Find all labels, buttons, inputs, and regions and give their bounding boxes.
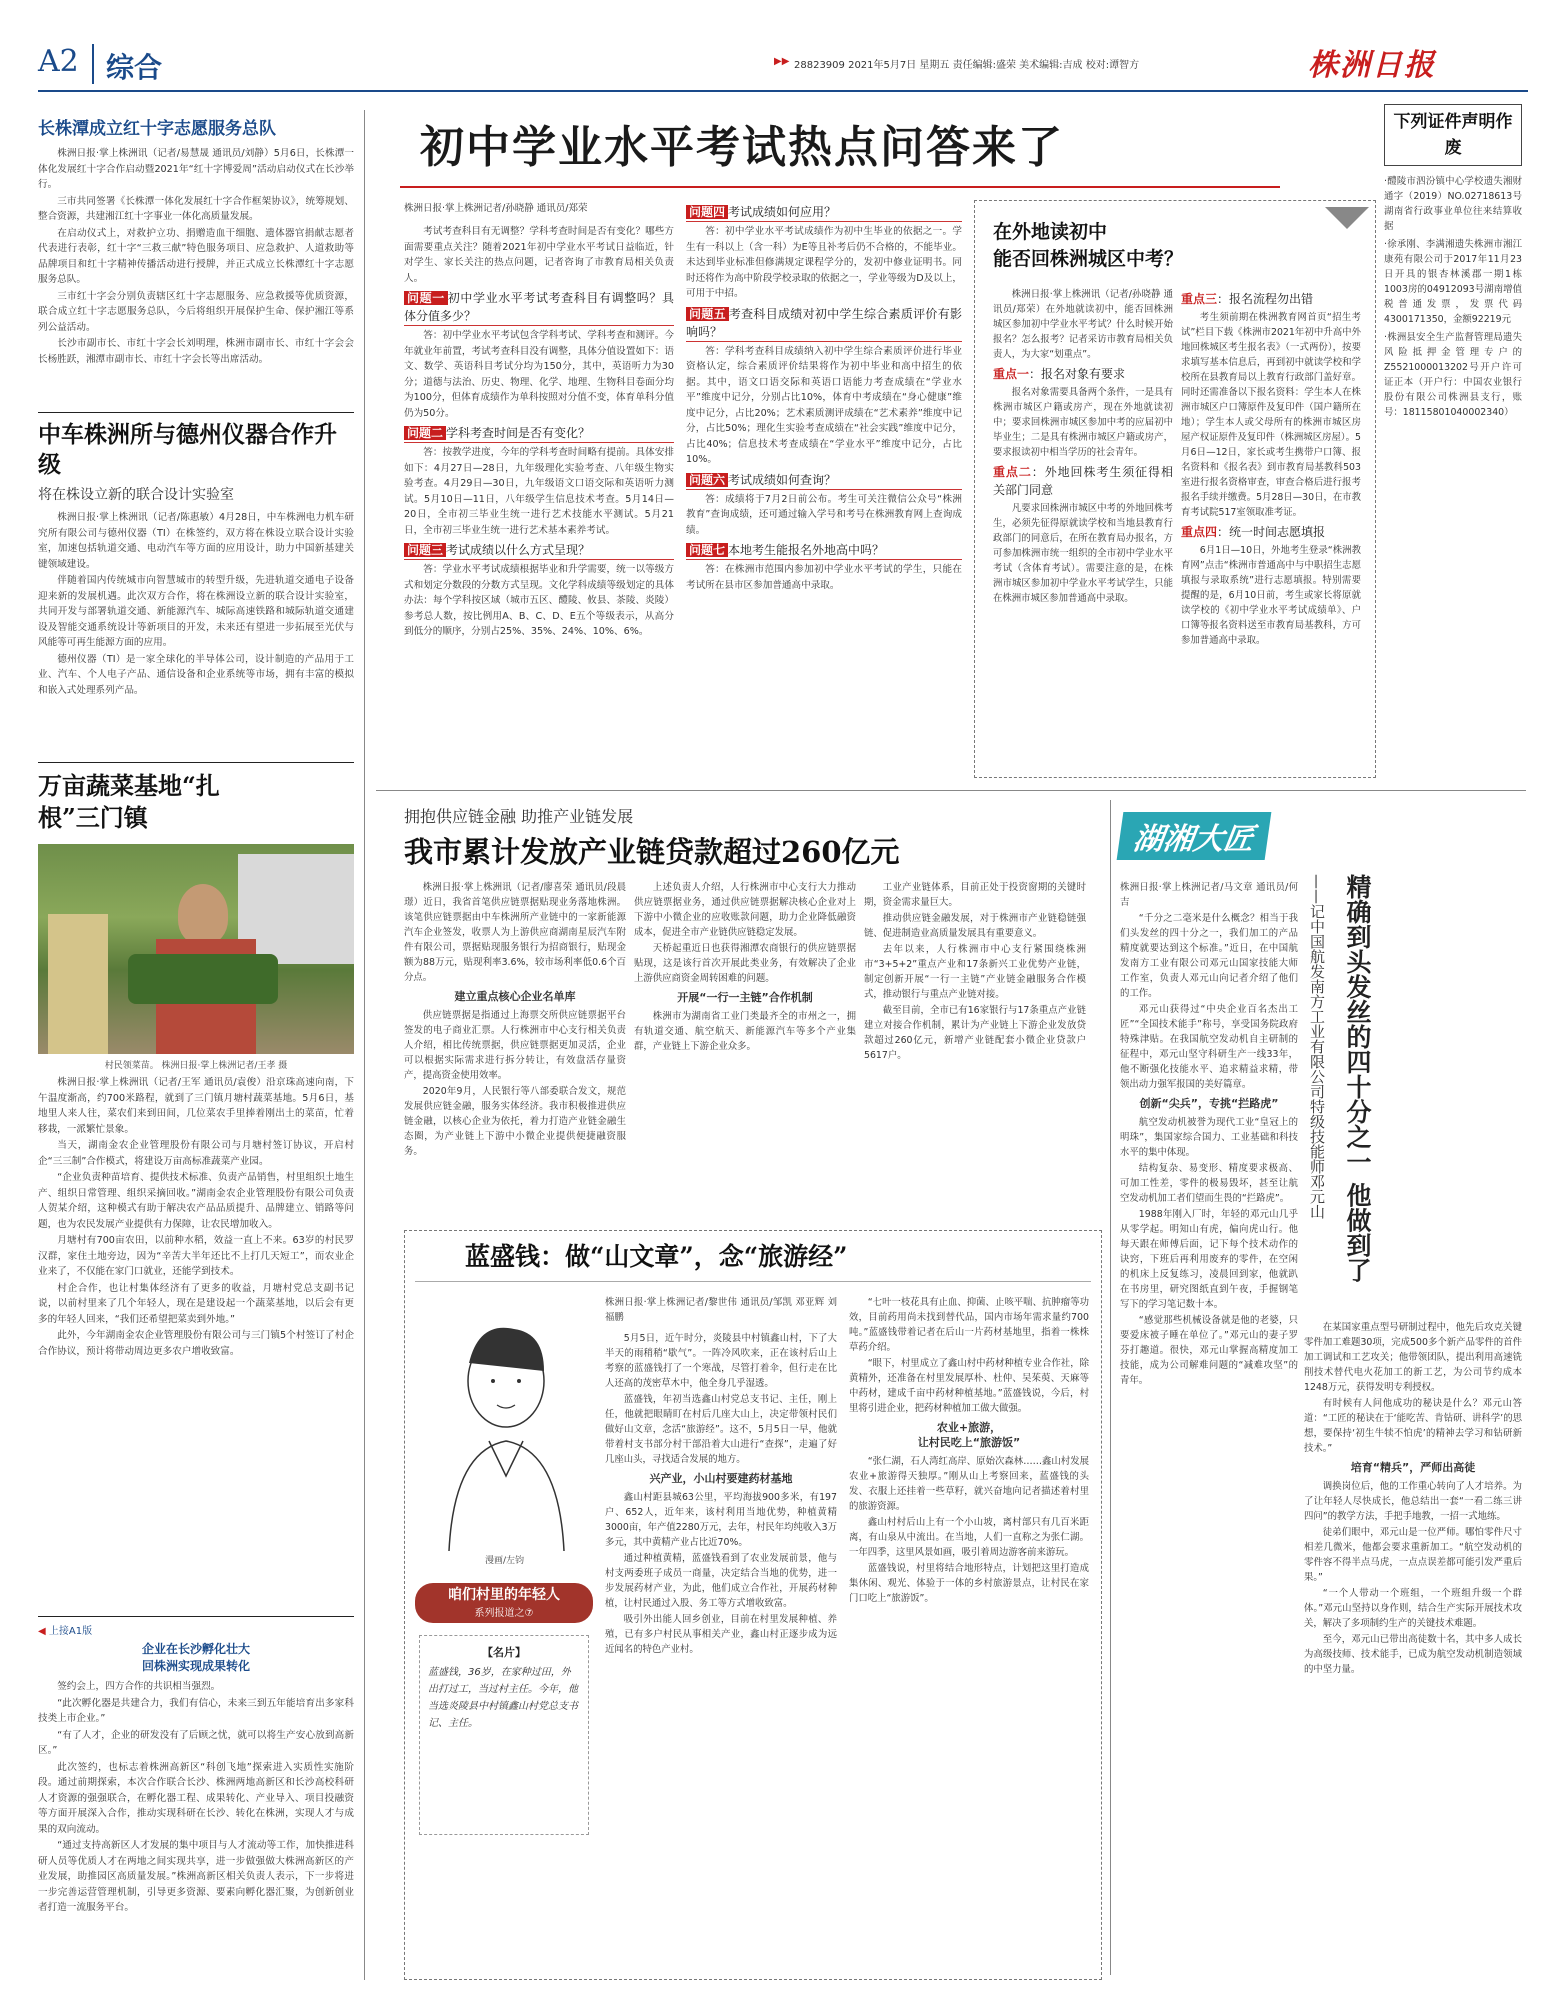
question-tag: 问题五 [686,307,729,321]
continued-label [38,1622,354,1637]
question-label [686,203,962,222]
paragraph: 签约会上，四方合作的共识相当强烈。 [57,1681,221,1692]
paper-logo: 株洲日报 [1308,48,1436,83]
continued-text: 上接A1版 [48,1626,93,1637]
question-text: 本地考生能报名外地高中吗？ [728,543,885,557]
paragraph: 邓元山获得过“中央企业百名杰出工匠”“全国技术能手”称号，享受国务院政府特殊津贴。在我国航空发动机自主研制的征程中，邓元山坚守科研生产一线33年，他不断强化技能水平、追求精益求精，带领出动力强军报国的美好篇章。 [1120,1004,1298,1090]
photo-person [48,914,108,1054]
paragraph: 村企合作，也让村集体经济有了更多的收益，月塘村党总支副书记说，以前村里来了几个年轻人，现在是建设起一个蔬菜基地，以后会有更多的年轻人回来，“我们还希望把菜卖到外地。” [38,1282,354,1325]
point-label: 重点三：报名流程勿出错 [1181,292,1314,306]
paragraph: “感觉那些机械设备就是他的老婆，只要爱床被子睡在单位了。”邓元山的妻子罗芬打趣道。很快，邓元山掌握高精度加工技能，成为公司解难问题的“减难攻坚”的青年。 [1120,1315,1298,1386]
article-crrc [38,420,354,758]
paragraph: 航空发动机被誉为现代工业“皇冠上的明珠”，集国家综合国力、工业基础和科技水平的集中体现。 [1120,1117,1298,1158]
article-body [38,510,354,698]
paragraph: 2020年9月，人民银行等八部委联合发文，规范发展供应链金融，服务实体经济。我市积极推进供应链金融，以核心企业为依托，着力打造产业链金融生态圈，为产业链上下游中小微企业提供便捷融资服务。 [404,1086,626,1157]
header-rule [38,90,1528,92]
question-label [404,289,674,326]
paragraph: 上述负责人介绍，人行株洲市中心支行大力推动供应链票据业务，通过供应链票据解决核心企业对上下游中小微企业的应收账款问题，助力企业降低融资成本，促进全市产业链供应链稳定发展。 [634,882,856,938]
paragraph: “张仁湖，石人湾红高岸、原始次森林……鑫山村发展农业+旅游得天独厚。”刚从山上考察回来，蓝盛钱的头发、衣服上还挂着一些草籽，就兴奋地向记者描述着村里的旅游资源。 [849,1456,1089,1512]
subheading: 创新“尖兵”，专挑“拦路虎” [1139,1097,1279,1110]
notice-item: ·醴陵市泗汾镇中心学校遗失湘财通字（2019）NO.02718613号湖南省行政事业单位往来结算收据 [1384,176,1522,232]
headline: 万亩蔬菜基地“扎根”三门镇 [38,771,220,832]
paragraph: 去年以来，人行株洲市中心支行紧围绕株洲市“3+5+2”重点产业和17条新兴工业优势产业链，制定创新开展“一行一主链”产业链金融服务合作模式，推动银行与重点产业链对接。 [864,944,1086,1000]
byline: 株洲日报·掌上株洲记者/马文章 通讯员/何吉 [1120,882,1298,908]
paragraph: “有了人才，企业的研发没有了后顾之忧，就可以将生产安心放到高新区。” [38,1729,354,1756]
village-box [404,1230,1102,1980]
point-tag: 重点三 [1181,292,1218,306]
divider [92,44,94,84]
paragraph: “千分之二毫米是什么概念？相当于我们头发丝的四十分之一，我们加工的产品精度就要达到这个标准。”近日，在中国航发南方工业有限公司邓元山国家技能大师工作室，负责人邓元山向记者介绍了他们的工作。 [1120,913,1298,999]
series-badge [415,1583,593,1623]
outside-col-2 [1181,287,1361,767]
paragraph: 长沙市副市长、市红十字会长刘明理，株洲市副市长、市红十字会会长杨胜跃，湘潭市副市长、市红十字会长等出席活动。 [38,338,354,365]
news-photo [38,844,354,1054]
paragraph: 鑫山村距县城63公里，平均海拔900多米，有197户、652人，近年来，该村利用当地优势，种植黄精3000亩，年产值2280万元，去年，村民年均纯收入3万多元，其中黄精产业占比近70%。 [605,1492,837,1548]
section-rule [376,790,1526,791]
craftsman-col-2 [1304,1320,1522,1970]
question-tag: 问题三 [404,543,446,557]
photo-caption: 村民领菜苗。 株洲日报·掌上株洲记者/王孝 摄 [104,1061,288,1071]
column-rule [38,762,354,763]
village-col-2 [849,1295,1089,1971]
loan-col-2 [634,880,856,1220]
paragraph: 此次签约，也标志着株洲高新区“科创飞地”探索进入实质性实施阶段。通过前期探索，本次合作联合长沙、株洲两地高新区和长沙高校科研人才资源的强强联合，在孵化器工程、成果转化、产业导入、项目投融资等方面开展深入合作，推动实现科研在长沙、转化在株洲，实现人才与成果的双向流动。 [38,1761,354,1835]
exam-byline: 株洲日报·掌上株洲记者/孙晓静 通讯员/郑荣 [404,203,588,214]
paragraph: 供应链票据是指通过上海票交所供应链票据平台签发的电子商业汇票。人行株洲市中心支行相关负责人介绍，相比传统票据，供应链票据更加灵活，企业可以根据实际需求进行拆分转让，有效盘活存量资产，提高资金使用效率。 [404,1010,626,1081]
column-rule [38,1616,354,1617]
question-text: 考试成绩如何查询？ [728,472,837,487]
page-code: A2 [38,44,79,79]
paragraph: “七叶一枝花具有止血、抑菌、止咳平喘、抗肿瘤等功效，目前药用尚未找到替代品，国内市场年需求量约700吨。”蓝盛钱带着记者在后山一片药材基地里，指着一株株草药介绍。 [849,1297,1089,1353]
point-label: 重点四：统一时间志愿填报 [1181,525,1326,539]
answer: 答：学业水平考试成绩根据毕业和升学需要，统一以等级方式和划定分数段的分数方式呈现。文化学科成绩等级划定的具体办法：每个学科按区域（城市五区、醴陵、攸县、茶陵、炎陵）参考总人数，按比例用A、B、C、D、E五个等级表示，从高分到低分的顺序，分别占25%、35%、24%、10%、6%。 [404,564,674,637]
paragraph: “一个人带动一个班组，一个班组升级一个群体。”邓元山坚持以身作则，结合生产实际开展技术攻关，解决了多项制约生产的关键技术难题。 [1304,1588,1522,1629]
subheading: 建立重点核心企业名单库 [454,990,576,1003]
exam-headline: 初中学业水平考试热点问答来了 [420,122,1064,173]
paragraph: 三市共同签署《长株潭一体化发展红十字合作框架协议》，统筹规划、整合资源，共建湘江红十字事业一体化高质量发展。 [38,195,354,222]
question-text: 初中学业水平考试考查科目有调整吗？具体分值多少？ [404,291,674,323]
point-tag: 重点一 [993,367,1030,381]
question-label [404,541,674,560]
subheading: 培育“精兵”，严师出高徒 [1350,1461,1476,1474]
series-name: 咱们村里的年轻人 [448,1587,560,1603]
paragraph: 蓝盛钱说，村里将结合地形特点，计划把这里打造成集休闲、观光、体验于一体的乡村旅游景点，让村民在家门口吃上“旅游饭”。 [849,1563,1089,1604]
paragraph: 月塘村有700亩农田，以前种水稻，效益一直上不来。63岁的村民罗汉群，家住土地旁边，因为“辛苦大半年还比不上打几天短工”，而农业企业来了，不仅能在家门口就业，还能学到技术。 [38,1235,354,1277]
headline: 企业在长沙孵化壮大 回株洲实现成果转化 [141,1642,250,1673]
subheading: 兴产业，小山村要建药材基地 [649,1472,793,1485]
article-continued [38,1622,354,1978]
point-title: 报名流程勿出错 [1229,292,1314,306]
question-label [686,541,962,560]
paragraph: 株洲日报·掌上株洲讯（记者/廖喜荣 通讯员/段晨璟）近日，我省首笔供应链票据贴现业务落地株洲。该笔供应链票据由中车株洲所产业链中的一家新能源汽车企业签发，收票人为上游供应商湖南星辰汽车附件有限公司，票据贴现服务银行为招商银行，贴现金额为88万元，贴现利率3.6%，较市场利率低0.6个百分点。 [404,882,626,983]
exam-col-1 [404,224,674,776]
paragraph: 天桥起重近日也获得湘潭农商银行的供应链票据贴现，这是该行首次开展此类业务，有效解决了企业上游供应商资金周转困难的问题。 [634,943,856,984]
loan-kicker: 拥抱供应链金融 助推产业链发展 [404,807,634,826]
paragraph: 株洲日报·掌上株洲讯（记者/陈惠敏）4月28日，中车株洲电力机车研究所有限公司与德州仪器（TI）在株签约，双方将在株设立联合设计实验室，加速包括轨道交通、电动汽车等方面的应用设计，助力中国新基建关键领域建设。 [38,512,354,570]
craftsman-subtitle: ——记中国航发南方工业有限公司特级技能师邓元山 [1308,874,1326,1219]
question-text: 考试成绩以什么方式呈现？ [446,543,591,557]
masthead [38,40,1528,98]
outside-col-1 [993,287,1173,767]
paragraph: 当天，湖南金农企业管理股份有限公司与月塘村签订协议，开启村企“三三制”合作模式，将建设万亩高标准蔬菜产业园。 [38,1140,354,1167]
paragraph: 5月5日，近午时分，炎陵县中村镇鑫山村，下了大半天的雨稍稍“歇气”。一阵冷风吹来，正在该村后山上考察的蓝盛钱打了一个寒战，尽管打着伞，但行走在比人还高的茂密草木中，他全身几乎湿透。 [605,1333,837,1389]
paragraph: 1988年刚入厂时，年轻的邓元山几乎从零学起。明知山有虎，偏向虎山行。他每天跟在师傅后面，记下每个技术动作的诀窍，下班后再利用废弃的零件，在空闲的机床上反复练习，凌晨回到家，他就趴在书房里，研究图纸直到午夜，手握钢笔写下的学习笔记数十本。 [1120,1209,1298,1310]
point-tag: 重点二 [993,465,1032,479]
headline: 蓝盛钱：做“山文章”，念“旅游经” [465,1242,848,1271]
paragraph: 鑫山村村后山上有一个小山坡，离村部只有几百米距离，有山泉从中流出。在当地，人们一直称之为张仁湖。一年四季，这里风景如画，吸引着周边游客前来游玩。 [849,1517,1089,1558]
article-red-cross [38,116,354,408]
question-text: 考试成绩如何应用？ [728,205,837,219]
question-tag: 问题四 [686,205,728,219]
notice-title: 下列证件声明作废 [1384,104,1522,166]
point-tag: 重点四 [1181,525,1218,539]
answer: 答：成绩将于7月2日前公布。考生可关注微信公众号“株洲教育”查询成绩，还可通过输入学号和考号在株洲教育网上查询成绩。 [686,493,962,536]
paragraph: “此次孵化器是共建合力，我们有信心，未来三到五年能培育出多家科技类上市企业。” [38,1697,354,1724]
answer: 答：初中学业水平考试包含学科考试、学科考查和测评。今年就业年前置，考试考查科目没有调整，具体分值设置如下：语文、数学、英语科目考试分均为150分，其中，英语听力为30分；道德与法治、历史、物理、化学、地理、生物科目卷面分均为100分，但体育成绩作为单科按照对分值不变，体育单科分值仍为50分。 [404,330,674,419]
headline: 中车株洲所与德州仪器合作升级 [38,421,337,478]
vertical-rule [364,110,365,1980]
paragraph: 徒弟们眼中，邓元山是一位严师。哪怕零件尺寸相差几微米，他都会要求重新加工。“航空发动机的零件容不得半点马虎，一点点误差都可能引发严重后果。” [1304,1527,1522,1583]
paragraph: 此外，今年湖南金农企业管理股份有限公司与三门镇5个村签订了村企合作协议，预计将带动周边更多农户增收致富。 [38,1330,354,1357]
paragraph: 在启动仪式上，对救护立功、捐赠造血干细胞、遗体器官捐献志愿者代表进行表彰，红十字“三救三献”特色服务项目、应急救护、人道救助等品牌项目和红十字精神传播活动进行授牌，并正式成立长株潭红十字志愿服务总队。 [38,227,354,285]
paragraph: “通过支持高新区人才发展的集中项目与人才流动等工作，加快推进科研人员等优质人才在两地之间实现共享，进一步做强做大株洲高新区的产业发展，助推园区高质量发展。”株洲高新区相关负责人表示，下一步将进一步完善运营管理机制，引导更多资源、要素向孵化器汇聚，为创新创业者打造一流服务平台。 [38,1840,354,1913]
article-vegetables [38,770,354,1612]
paragraph: 在某国家重点型号研制过程中，他先后攻克关键零件加工难题30项，完成500多个新产品零件的首件加工调试和工艺攻关；他带领团队，提出利用高速铣削技术替代电火花加工的新工艺，为公司节约成本1248万元，获得发明专利授权。 [1304,1322,1522,1393]
article-body [38,1075,354,1359]
article-body [38,1679,354,1916]
paragraph: 调换岗位后，他的工作重心转向了人才培养。为了让年轻人尽快成长，他总结出一套“一看二练三讲四问”的教学方法，手把手地教，一招一式地练。 [1304,1481,1522,1522]
byline: 株洲日报·掌上株洲记者/黎世伟 通讯员/邹凯 邓亚辉 刘福鹏 [605,1297,837,1323]
paragraph: 至今，邓元山已带出高徒数十名，其中多人成长为高级技师、技术能手，已成为航空发动机制造领域的中坚力量。 [1304,1634,1522,1675]
village-col-1 [605,1295,837,1971]
notice-item: ·徐承刚、李满湘遗失株洲市湘江康苑有限公司于2017年11月23日开具的银杏林溪郡一期1栋1003房的04912093号湖南增值税普通发票，发票代码4300171350，金额92219元 [1384,239,1522,325]
answer: 答：初中学业水平考试成绩作为初中生毕业的依据之一。学生有一科以上（含一科）为E等且补考后仍不合格的，不能毕业。未达到毕业标准但修满规定课程学分的，发初中修业证明书。同时还将作为高中阶段学校录取的依据之一，学业等级为D及以上，可用于中招。 [686,226,962,299]
headline: 长株潭成立红十字志愿服务总队 [38,119,276,139]
paragraph: 推动供应链金融发展，对于株洲市产业链稳链强链、促进制造业高质量发展具有重要意义。 [864,913,1086,939]
header-arrows-icon: ▶▶ [774,56,790,67]
question-tag: 问题六 [686,473,728,487]
paragraph: 蓝盛钱，年初当选鑫山村党总支书记、主任，刚上任，他就把眼睛盯在村后几座大山上，决定带领村民们做好山文章，念活“旅游经”。这不，5月5日一早，他就带着村支书部分村干部沿着大山进行“查探”，走遍了好几座山头，寻找适合发展的地方。 [605,1394,837,1465]
craftsman-col-1 [1120,880,1298,1970]
question-label [686,305,962,342]
paragraph: 有时候有人问他成功的秘诀是什么？邓元山答道：“工匠的秘诀在于‘能吃苦、肯钻研、讲科学’的思想，要保持‘初生牛犊不怕虎’的精神去学习和钻研新技术。” [1304,1398,1522,1454]
paragraph: 通过种植黄精，蓝盛钱看到了农业发展前景，他与村支两委班子成员一商量，决定结合当地的优势，进一步发展药材产业，为此，他们成立合作社，开展药材种植，让村民通过入股、务工等方式增收致富。 [605,1553,837,1609]
answer: 答：按教学进度，今年的学科考查时间略有提前。具体安排如下：4月27日—28日，九年级理化实验考查、八年级生物实验考查。4月29日—30日，九年级语文口语交际和英语听力测试。5月10日—11日，八年级学生信息技术考查。5月14日—20日，全市初三毕业生统一进行艺术技能水平测试。5月21日，全市初三毕业生统一进行艺术基本素养考试。 [404,447,674,536]
arrow-icon: ◀ [38,1626,46,1637]
point-label: 重点二：外地回株考生须征得相关部门同意 [993,465,1173,497]
question-label [686,471,962,490]
paragraph: 三市红十字会分别负责辖区红十字志愿服务、应急救援等优质资源，联合成立红十字志愿服务总队，今后将组织开展保护生命、保护湘江等系列公益活动。 [38,290,354,333]
paragraph: 株洲日报·掌上株洲讯（记者/王军 通讯员/袁俊）沿京珠高速向南，下午温度渐高，约700米路程，就到了三门镇月塘村蔬菜基地。5月6日，基地里人来人往，菜农们来到田间，几位菜农手里捧着刚出土的菜苗，忙着移栽，一派繁忙景象。 [38,1077,354,1135]
article-body [38,146,354,367]
card-text: 蓝盛钱，36岁，在家种过田，外出打过工，当过村主任。今年，他当选炎陵县中村镇鑫山村党总支书记、主任。 [428,1667,578,1729]
loan-headline: 我市累计发放产业链贷款超过260亿元 [404,835,900,869]
series-sub: 系列报道之⑦ [474,1608,534,1619]
notice-sidebar [1384,104,1522,524]
subheadline: 将在株设立新的联合设计实验室 [38,487,234,503]
question-tag: 问题二 [404,426,446,440]
question-tag: 问题七 [686,543,728,557]
point-text: 考生须前期在株洲教育网首页“招生考试”栏目下载《株洲市2021年初中升高中外地回株城区考生报名表》（一式两份），按要求填写基本信息后，再到初中就读学校和学校所在县教育局以上教育行政部门盖好章。同时还需准备以下报名资料：学生本人在株洲市城区户口簿原件及复印件（国户籍所在地）；学生本人或父母所有的株洲市城区房屋产权证原件及复印件（株洲城区房屋）。5月6日—12日，家长或考生携带户口簿、报名资料和《报名表》到市教育局基教科503室进行报名资格审查，审查合格后进行报考报名手续并缴费。5月28日—30日，在市教育考试院517室领取准考证。 [1181,312,1361,518]
portrait-illustration [419,1301,593,1551]
byline: 株洲日报·掌上株洲讯（记者/孙晓静 通讯员/郑荣）在外地就读初中，能否回株洲城区参加初中学业水平考试？什么时候开始报名？怎么报考？记者采访市教育局相关负责人，为大家“划重点”。 [993,289,1173,360]
point-title: 报名对象有要求 [1041,367,1126,381]
profile-card [419,1635,589,1835]
issue-info: 28823909 2021年5月7日 星期五 责任编辑:盛荣 美术编辑:吉成 校对:谭智方 [794,60,1140,71]
paragraph: 株洲日报·掌上株洲讯（记者/易慧晟 通讯员/刘静）5月6日，长株潭一体化发展红十字合作启动暨2021年“红十字博爱周”活动启动仪式在长沙举行。 [38,148,354,190]
craftsman-headline: 精确到头发丝的四十分之一 他做到了 [1343,874,1372,1283]
paragraph: 结构复杂、易变形、精度要求极高、可加工性差，零件的极易毁坏，甚至让航空发动机加工者们望而生畏的“拦路虎”。 [1120,1163,1298,1204]
exam-col-2 [686,200,962,776]
point-title: 统一时间志愿填报 [1229,525,1326,539]
loan-col-1 [404,880,626,1220]
answer: 答：学科考查科目成绩纳入初中学生综合素质评价进行毕业资格认定，综合素质评价结果将作为初中毕业和高中招生的依据。其中，语文口语交际和英语口语能力考查成绩在“学业水平”维度中记分，分别占比10%，体育中考成绩在“身心健康”维度中记分，占比20%；艺术素质测评成绩在“艺术素养”维度中记分，占比50%；理化生实验考查成绩在“社会实践”维度中记分，占比40%；信息技术考查成绩在“学业水平”维度中记分，占比10%。 [686,345,962,465]
corner-triangle-icon [1325,207,1369,229]
exam-headline-rule [400,186,1280,188]
point-text: 凡要求回株洲市城区中考的外地回株考生，必须先征得原就读学校和当地县教育行政部门的同意后，在所在教育局办报名，方可参加株洲市统一组织的全市初中学业水平考试（含体育考试）。需要注意的是，在株洲市城区参加初中学业水平考试学生，只能在株洲市城区参加普通高中录取。 [993,503,1173,604]
card-title: 【名片】 [482,1646,526,1659]
paragraph: 工业产业链体系，目前正处于投资窗期的关键时期，资金需求量巨大。 [864,882,1086,908]
photo-seedlings [128,954,278,1004]
column-rule [38,412,354,413]
paragraph: “企业负责种苗培育、提供技术标准、负责产品销售，村里组织土地生产、组织日常管理、组织采摘回收。”湖南金农企业管理股份有限公司负责人贺某介绍，这种模式有助于解决农产品品质提升、品牌建立、销路等问题，也为农民发展产业提供有力保障，让农民增加收入。 [38,1172,354,1230]
point-label: 重点一：报名对象有要求 [993,367,1126,381]
answer: 答：在株洲市范围内参加初中学业水平考试的学生，只能在考试所在县市区参加普通高中录取。 [686,564,962,591]
outside-exam-box [974,200,1376,778]
portrait-svg [419,1301,593,1551]
paragraph: 吸引外出能人回乡创业，目前在村里发展种植、养殖，已有多户村民从事相关产业，鑫山村正逐步成为远近闻名的特色产业村。 [605,1614,837,1655]
question-label [404,424,674,443]
point-text: 6月1日—10日，外地考生登录“株洲教育网”点击“株洲市普通高中与中职招生志愿填报与录取系统”进行志愿填报。特别需要提醒的是，6月10日前，考生或家长将原就读学校的《初中学业水平考试成绩单》、户口簿等报名资料送至市教育局基教科，方可参加普通高中录取。 [1181,545,1361,646]
photo-person [178,884,228,944]
portrait-caption: 漫画/左钧 [485,1556,525,1566]
paragraph: “眼下，村里成立了鑫山村中药材种植专业合作社，除黄精外，还准备在村里发展厚朴、杜仲、吴茱萸、天麻等中药材，建成千亩中药材种植基地。”蓝盛钱说，今后，村里将引进企业，把药材种植加工做大做强。 [849,1358,1089,1414]
paragraph: 截至目前，全市已有16家银行与17条重点产业链建立对接合作机制，累计为产业链上下游企业发放贷款超过260亿元，新增产业链配套小微企业贷款户5617户。 [864,1005,1086,1061]
question-text: 学科考查时间是否有变化？ [446,426,591,440]
notice-list [1384,174,1522,420]
paragraph: 德州仪器（TI）是一家全球化的半导体公司，设计制造的产品用于工业、汽车、个人电子产品、通信设备和企业系统等市场，拥有丰富的模拟和嵌入式处理系列产品。 [38,653,354,696]
loan-col-3 [864,880,1086,1220]
headline: 在外地读初中 能否回株洲城区中考？ [993,221,1184,270]
notice-item: ·株洲县安全生产监督管理局遗失风险抵押金管理专户的Z5521000013202号开户许可证正本（开户行：中国农业银行股份有限公司株洲县支行，账号：18115801040002340） [1384,332,1522,418]
point-title: 外地回株考生须征得相关部门同意 [993,465,1173,497]
question-tag: 问题一 [404,291,448,305]
section-name: 综合 [106,51,163,84]
subheading: 农业+旅游， 让村民吃上“旅游饭” [917,1421,1021,1449]
subheading: 开展“一行一主链”合作机制 [677,991,813,1004]
craftsman-logo: 湖湘大匠 [1117,812,1272,860]
point-text: 报名对象需要具备两个条件，一是具有株洲市城区户籍或房产，现在外地就读初中；要求回株洲市城区参加中考的应届初中毕业生；二是具有株洲市城区户籍或房产，要求报读初中相当学历的社会青年。 [993,387,1173,458]
paragraph: 株洲市为湖南省工业门类最齐全的市州之一，拥有轨道交通、航空航天、新能源汽车等多个产业集群，产业链上下游企业众多。 [634,1011,856,1052]
intro: 考试考查科目有无调整？学科考查时间是否有变化？哪些方面需要重点关注？随着2021年初中学业水平考试日益临近，针对学生、家长关注的热点问题，记者咨询了市教育局相关负责人。 [404,226,674,284]
title-rule [415,1281,1091,1282]
vertical-rule [1110,800,1111,1975]
paragraph: 伴随着国内传统城市向智慧城市的转型升级，先进轨道交通电子设备迎来新的发展机遇。此次双方合作，将在株洲设立新的联合设计实验室，共同开发与部署轨道交通、新能源汽车、城际高速铁路和城际轨道交通建设及智能交通系统设计等新项目的开发，未来还有望进一步拓展至光伏与风能等可再生能源方面的应用。 [38,575,354,648]
question-text: 考查科目成绩对初中学生综合素质评价有影响吗？ [686,306,962,339]
